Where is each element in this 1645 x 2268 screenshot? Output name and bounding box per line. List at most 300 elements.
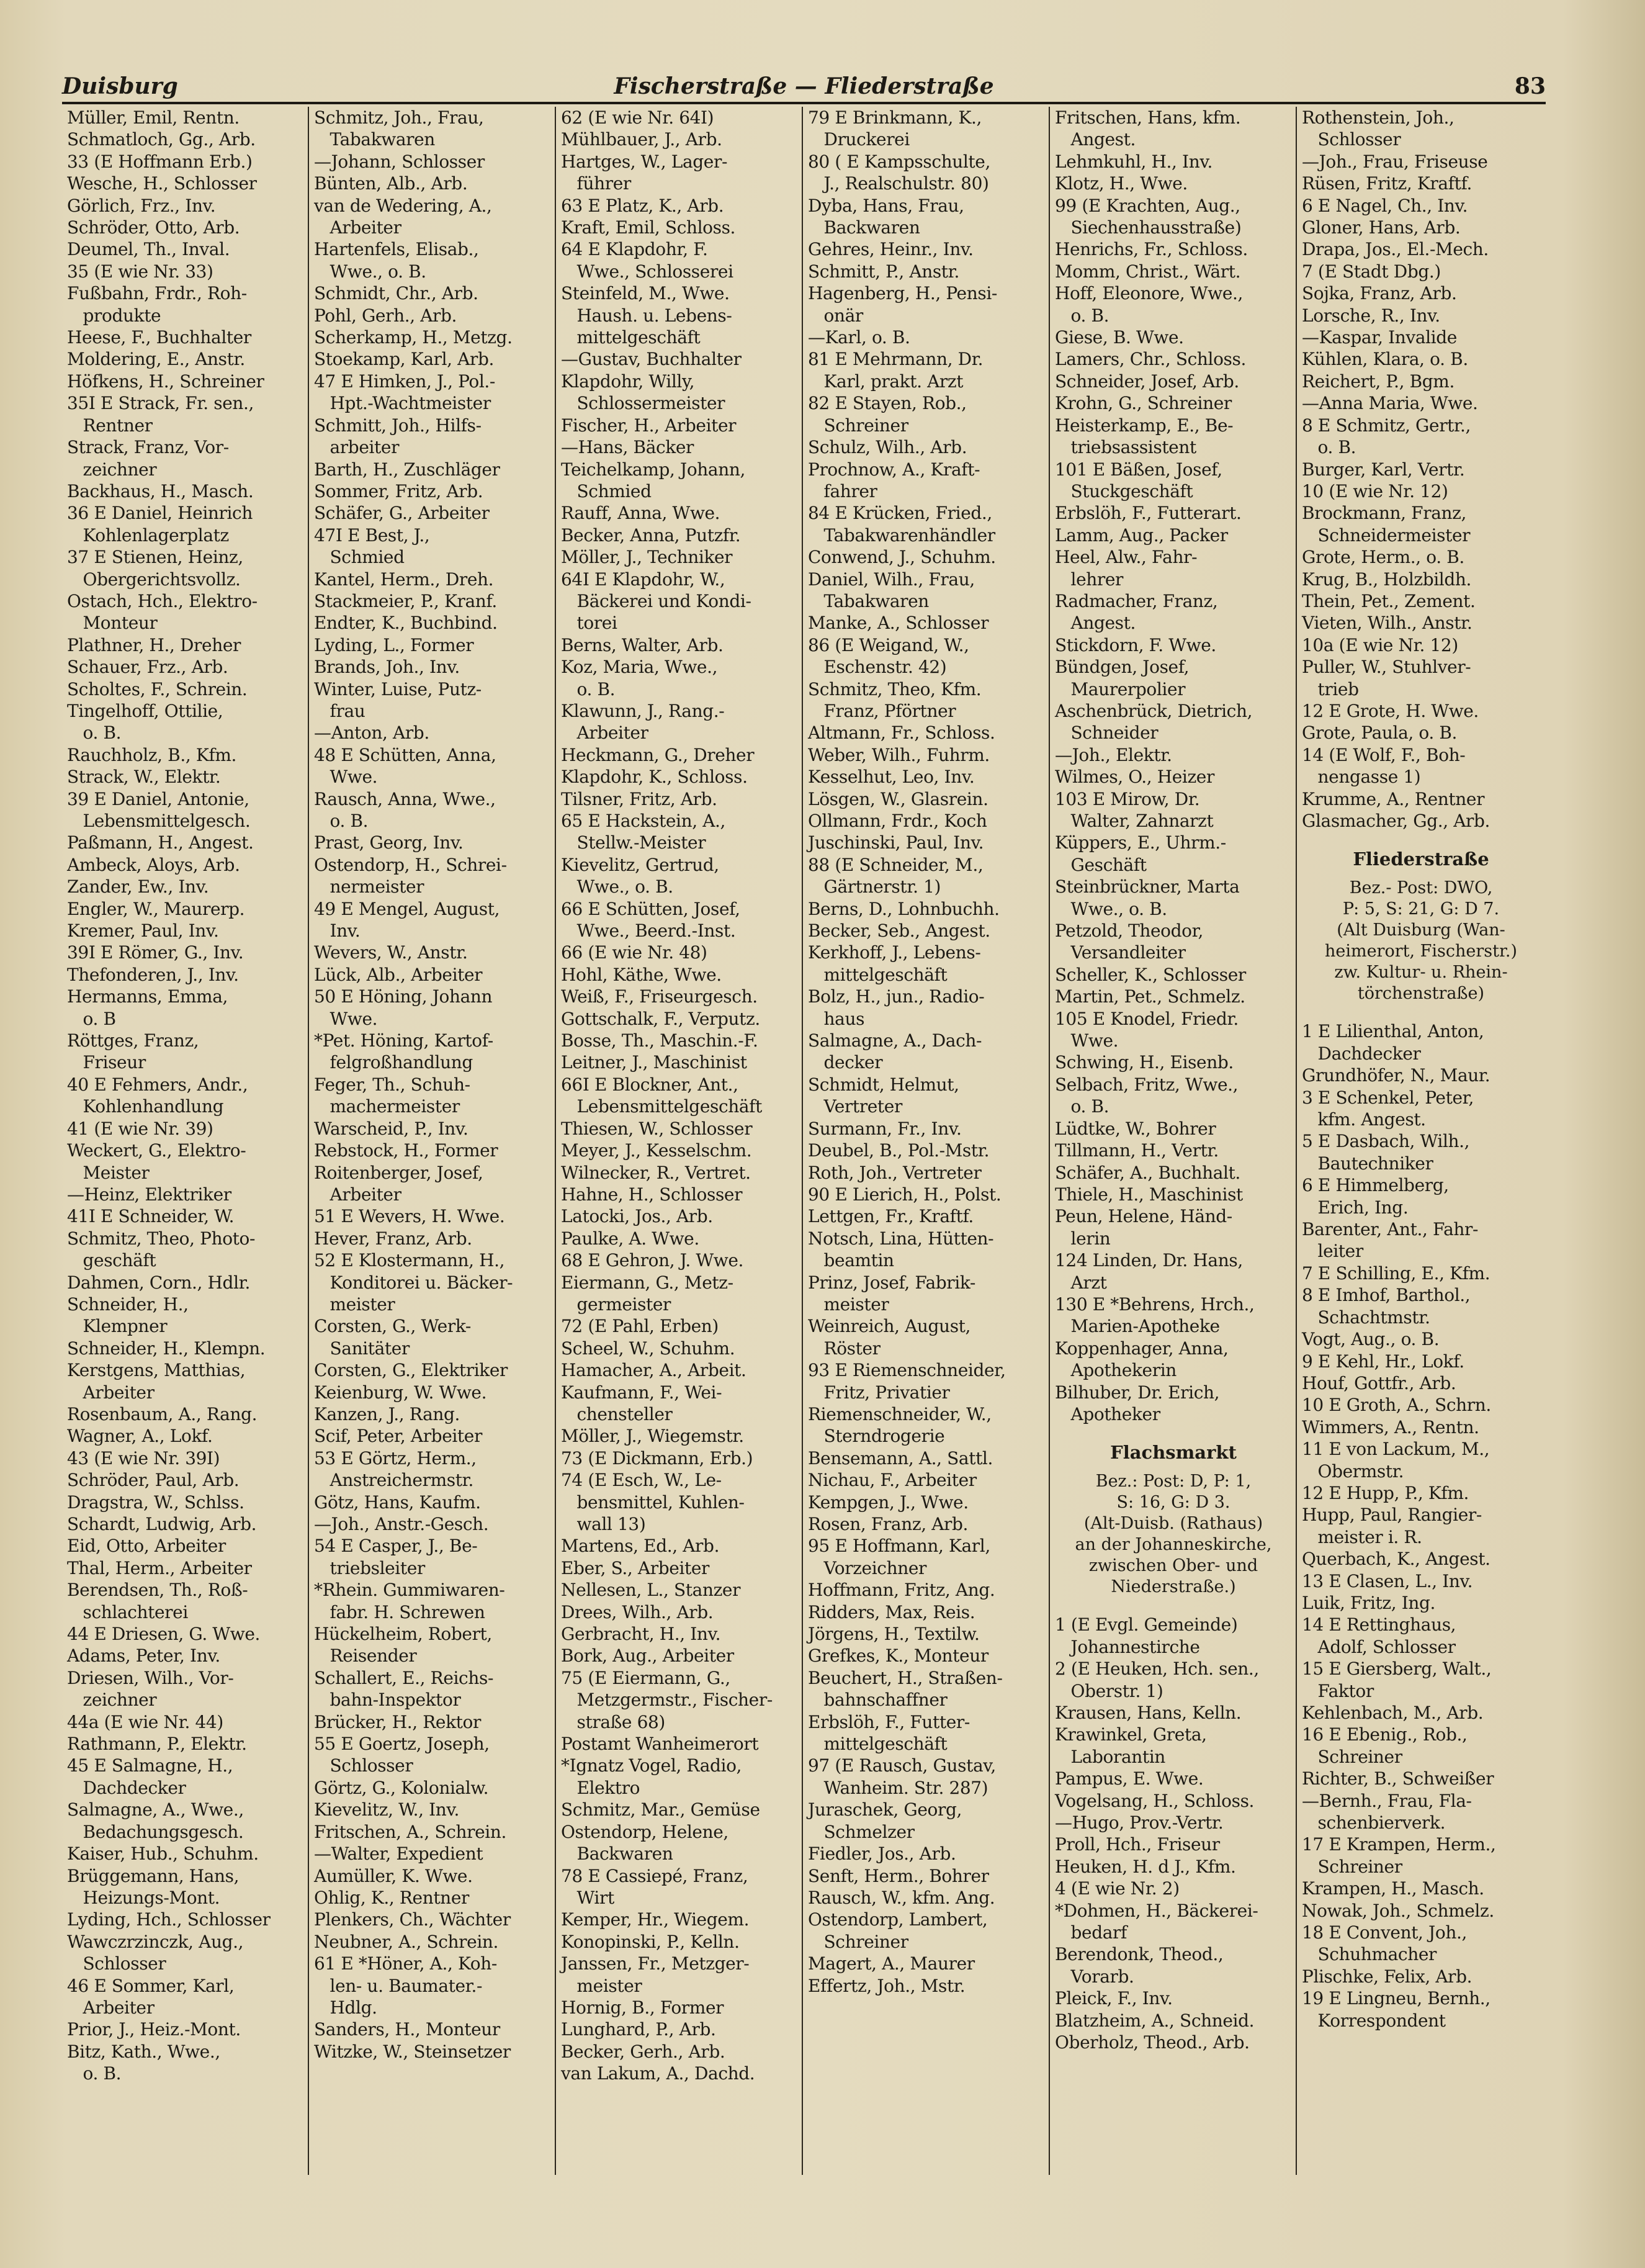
directory-entry: Erich, Ing. — [1302, 1197, 1409, 1218]
directory-entry: Müller, Emil, Rentn. — [67, 107, 240, 128]
directory-entry: Wilnecker, R., Vertret. — [561, 1162, 751, 1183]
directory-entry: Heizungs-Mont. — [67, 1887, 220, 1908]
directory-entry: decker — [808, 1052, 883, 1073]
directory-entry: Rosen, Franz, Arb. — [808, 1514, 969, 1534]
directory-entry: Schallert, E., Reichs- — [314, 1667, 494, 1688]
street-section-title: Fliederstraße — [1353, 848, 1489, 870]
directory-entry: 50 E Höning, Johann — [314, 986, 493, 1007]
directory-entry: Lyding, L., Former — [314, 634, 474, 655]
directory-entry: felgroßhandlung — [314, 1052, 473, 1073]
directory-entry: Endter, K., Buchbind. — [314, 613, 498, 634]
directory-entry: Becker, Gerh., Arb. — [561, 2041, 725, 2062]
page-header — [62, 67, 1546, 104]
directory-entry: Puller, W., Stuhlver- — [1302, 657, 1471, 678]
directory-entry: Thein, Pet., Zement. — [1302, 590, 1476, 611]
directory-entry: Görtz, G., Kolonialw. — [314, 1777, 489, 1798]
directory-entry: Aumüller, K. Wwe. — [314, 1865, 473, 1886]
directory-entry: Backhaus, H., Masch. — [67, 480, 254, 502]
directory-entry: Schlosser — [314, 1755, 413, 1776]
directory-entry: Ohlig, K., Rentner — [314, 1887, 469, 1908]
directory-entry: —Joh., Frau, Friseuse — [1302, 151, 1488, 172]
directory-entry: Bautechniker — [1302, 1153, 1433, 1174]
column-6 — [1297, 107, 1544, 2175]
directory-entry: Wwe., o. B. — [561, 876, 673, 898]
directory-entry: Thiesen, W., Schlosser — [561, 1118, 753, 1139]
directory-entry: Höfkens, H., Schreiner — [67, 371, 264, 392]
directory-entry: 39 E Daniel, Antonie, — [67, 788, 249, 809]
directory-entry: Schmitz, Joh., Frau, — [314, 107, 484, 128]
directory-entry: Klotz, H., Wwe. — [1055, 173, 1188, 194]
directory-entry: *Ignatz Vogel, Radio, — [561, 1755, 742, 1776]
directory-entry: lerin — [1055, 1228, 1111, 1249]
directory-entry: Marien-Apotheke — [1055, 1316, 1220, 1337]
directory-entry: *Dohmen, H., Bäckerei- — [1055, 1900, 1258, 1921]
directory-entry: 36 E Daniel, Heinrich — [67, 503, 253, 524]
directory-entry: Lettgen, Fr., Kraftf. — [808, 1206, 974, 1227]
directory-entry: arbeiter — [314, 437, 400, 458]
directory-entry: Peun, Helene, Händ- — [1055, 1206, 1232, 1227]
directory-entry: 53 E Görtz, Herm., — [314, 1447, 477, 1469]
directory-entry: Surmann, Fr., Inv. — [808, 1118, 962, 1139]
directory-entry: o. B. — [561, 678, 616, 700]
directory-entry: Ostach, Hch., Elektro- — [67, 590, 258, 611]
directory-entry: Gottschalk, F., Verputz. — [561, 1008, 760, 1029]
directory-entry: Görlich, Frz., Inv. — [67, 195, 216, 216]
directory-entry: Meyer, J., Kesselschm. — [561, 1140, 752, 1161]
directory-entry: 51 E Wevers, H. Wwe. — [314, 1206, 505, 1227]
directory-entry: chensteller — [561, 1403, 673, 1424]
directory-entry: bahnschaffner — [808, 1690, 948, 1711]
directory-entry: Hahne, H., Schlosser — [561, 1184, 743, 1205]
directory-entry: Lebensmittelgeschäft — [561, 1096, 762, 1117]
directory-entry: Anstreichermstr. — [314, 1470, 473, 1491]
directory-entry: Vieten, Wilh., Anstr. — [1302, 613, 1472, 634]
directory-entry: 3 E Schenkel, Peter, — [1302, 1087, 1474, 1108]
column-3 — [556, 107, 803, 2175]
directory-entry: 124 Linden, Dr. Hans, — [1055, 1250, 1243, 1271]
directory-entry: Wwe., o. B. — [314, 261, 426, 282]
directory-entry: Wevers, W., Anstr. — [314, 942, 468, 963]
directory-entry: fabr. H. Schrewen — [314, 1601, 485, 1622]
directory-entry: 6 E Nagel, Ch., Inv. — [1302, 195, 1468, 216]
directory-entry: Conwend, J., Schuhm. — [808, 547, 996, 568]
directory-entry: Rüsen, Fritz, Kraftf. — [1302, 173, 1472, 194]
directory-entry: Kerstgens, Matthias, — [67, 1360, 246, 1381]
directory-entry: Scheller, K., Schlosser — [1055, 964, 1246, 985]
directory-entry: 84 E Krücken, Fried., — [808, 503, 992, 524]
directory-entry: Arzt — [1055, 1272, 1107, 1293]
directory-entry: Plathner, H., Dreher — [67, 634, 241, 655]
directory-entry: Barenter, Ant., Fahr- — [1302, 1219, 1479, 1240]
directory-entry: Aschenbrück, Dietrich, — [1055, 700, 1253, 721]
directory-entry: Leitner, J., Maschinist — [561, 1052, 747, 1073]
directory-entry: Bünten, Alb., Arb. — [314, 173, 468, 194]
directory-entry: bedarf — [1055, 1922, 1127, 1943]
directory-entry: Wwe., Schlosserei — [561, 261, 733, 282]
directory-entry: Heel, Alw., Fahr- — [1055, 547, 1198, 568]
directory-entry: nermeister — [314, 876, 424, 898]
directory-entry: *Pet. Höning, Kartof- — [314, 1030, 493, 1051]
directory-entry: —Heinz, Elektriker — [67, 1184, 231, 1205]
directory-entry: Pampus, E. Wwe. — [1055, 1768, 1204, 1789]
column-4 — [803, 107, 1050, 2175]
directory-entry: Schulz, Wilh., Arb. — [808, 437, 967, 458]
directory-entry: Konditorei u. Bäcker- — [314, 1272, 513, 1293]
directory-entry: 73 (E Dickmann, Erb.) — [561, 1447, 753, 1469]
directory-entry: Schmied — [561, 480, 652, 502]
directory-entry: triebsassistent — [1055, 437, 1196, 458]
directory-entry: Pohl, Gerh., Arb. — [314, 305, 457, 326]
directory-entry: Daniel, Wilh., Frau, — [808, 569, 975, 590]
directory-entry: Tillmann, H., Vertr. — [1055, 1140, 1219, 1161]
directory-entry: Kesselhut, Leo, Inv. — [808, 767, 975, 788]
directory-entry: Wwe. — [314, 1008, 378, 1029]
directory-entry: Schuhmacher — [1302, 1944, 1437, 1965]
directory-entry: Lamm, Aug., Packer — [1055, 524, 1228, 546]
directory-entry: len- u. Baumater.- — [314, 1975, 483, 1996]
directory-entry: 48 E Schütten, Anna, — [314, 744, 496, 765]
directory-entry: —Bernh., Frau, Fla- — [1302, 1790, 1472, 1811]
directory-entry: Brockmann, Franz, — [1302, 503, 1466, 524]
directory-entry: 4 (E wie Nr. 2) — [1055, 1878, 1180, 1899]
directory-entry: Krumme, A., Rentner — [1302, 788, 1485, 809]
directory-entry: Klapdohr, K., Schloss. — [561, 767, 748, 788]
directory-entry: Rosenbaum, A., Rang. — [67, 1403, 258, 1424]
directory-entry: Hagenberg, H., Pensi- — [808, 283, 997, 304]
directory-entry: Henrichs, Fr., Schloss. — [1055, 239, 1248, 260]
directory-entry: Magert, A., Maurer — [808, 1953, 975, 1974]
directory-entry: Koz, Maria, Wwe., — [561, 657, 718, 678]
directory-entry: —Karl, o. B. — [808, 327, 910, 348]
directory-entry: —Anton, Arb. — [314, 722, 429, 744]
directory-entry: Siechenhausstraße) — [1055, 217, 1242, 238]
directory-entry: Manke, A., Schlosser — [808, 613, 989, 634]
directory-entry: Salmagne, A., Dach- — [808, 1030, 982, 1051]
directory-entry: Schmitt, Joh., Hilfs- — [314, 415, 482, 436]
directory-entry: Tilsner, Fritz, Arb. — [561, 788, 717, 809]
directory-entry: Wirt — [561, 1887, 614, 1908]
directory-entry: Sanitäter — [314, 1338, 410, 1359]
directory-entry: Senft, Herm., Bohrer — [808, 1865, 989, 1886]
directory-entry: Korrespondent — [1302, 2010, 1446, 2031]
directory-entry: Karl, prakt. Arzt — [808, 371, 964, 392]
directory-entry: 2 (E Heuken, Hch. sen., — [1055, 1658, 1259, 1680]
directory-entry: beamtin — [808, 1250, 894, 1271]
directory-entry: Janssen, Fr., Metzger- — [561, 1953, 750, 1974]
directory-entry: Lüdtke, W., Bohrer — [1055, 1118, 1216, 1139]
directory-entry: 90 E Lierich, H., Polst. — [808, 1184, 1002, 1205]
directory-entry: 72 (E Pahl, Erben) — [561, 1316, 719, 1337]
directory-entry: Eiermann, G., Metz- — [561, 1272, 733, 1293]
directory-entry: Giese, B. Wwe. — [1055, 327, 1184, 348]
directory-entry: führer — [561, 173, 631, 194]
directory-entry: Hartenfels, Elisab., — [314, 239, 479, 260]
directory-entry: Schäfer, G., Arbeiter — [314, 503, 490, 524]
directory-entry: Möller, J., Wiegemstr. — [561, 1426, 744, 1447]
directory-entry: Jörgens, H., Textilw. — [808, 1624, 980, 1645]
street-section-note: Bez.- Post: DWO, P: 5, S: 21, G: D 7. (Alt Duisburg (Wan- heimerort, Fischerstr.) zw. Kultur- u. Rhein- törchenstraße) — [1324, 878, 1518, 1004]
directory-entry: Winter, Luise, Putz- — [314, 678, 482, 700]
directory-entry: Schmelzer — [808, 1821, 915, 1842]
directory-entry: mittelgeschäft — [808, 1734, 948, 1755]
directory-entry: Drees, Wilh., Arb. — [561, 1601, 714, 1622]
entry-columns — [62, 107, 1546, 2175]
directory-entry: —Walter, Expedient — [314, 1843, 483, 1865]
directory-entry: Arbeiter — [314, 217, 401, 238]
directory-entry: 74 (E Esch, W., Le- — [561, 1470, 722, 1491]
directory-entry: Lorsche, R., Inv. — [1302, 305, 1440, 326]
directory-entry: Johannestirche — [1055, 1636, 1200, 1657]
directory-entry: Wwe. — [314, 767, 378, 788]
directory-entry: Backwaren — [561, 1843, 673, 1865]
directory-entry: Bork, Aug., Arbeiter — [561, 1645, 734, 1667]
directory-entry: Juschinski, Paul, Inv. — [808, 832, 984, 853]
directory-entry: haus — [808, 1008, 865, 1029]
directory-entry: Meister — [67, 1162, 150, 1183]
directory-entry: 8 E Schmitz, Gertr., — [1302, 415, 1471, 436]
directory-entry: 9 E Kehl, Hr., Lokf. — [1302, 1351, 1464, 1372]
directory-entry: nengasse 1) — [1302, 767, 1421, 788]
directory-entry: Schneider — [1055, 722, 1159, 744]
directory-entry: Franz, Pförtner — [808, 700, 956, 721]
directory-entry: Heckmann, G., Dreher — [561, 744, 755, 765]
directory-entry: Ridders, Max, Reis. — [808, 1601, 975, 1622]
directory-entry: —Joh., Elektr. — [1055, 744, 1172, 765]
directory-entry: Driesen, Wilh., Vor- — [67, 1667, 234, 1688]
directory-entry: 41 (E wie Nr. 39) — [67, 1118, 213, 1139]
directory-entry: Lehmkuhl, H., Inv. — [1055, 151, 1212, 172]
directory-entry: Arbeiter — [561, 722, 648, 744]
directory-entry: Riemenschneider, W., — [808, 1403, 992, 1424]
directory-entry: o. B. — [314, 811, 369, 831]
directory-entry: 105 E Knodel, Friedr. — [1055, 1008, 1239, 1029]
directory-entry: Vogt, Aug., o. B. — [1302, 1329, 1440, 1350]
directory-entry: Hamacher, A., Arbeit. — [561, 1360, 746, 1381]
directory-entry: Gerbracht, H., Inv. — [561, 1624, 721, 1645]
directory-entry: Becker, Seb., Angest. — [808, 920, 990, 942]
directory-entry: Wwe. — [1055, 1030, 1119, 1051]
directory-entry: 78 E Cassiepé, Franz, — [561, 1865, 748, 1886]
directory-entry: Plischke, Felix, Arb. — [1302, 1966, 1472, 1987]
directory-entry: Bündgen, Josef, — [1055, 657, 1190, 678]
directory-entry: Schäfer, A., Buchhalt. — [1055, 1162, 1240, 1183]
directory-entry: Becker, Anna, Putzfr. — [561, 524, 741, 546]
directory-entry: Wimmers, A., Rentn. — [1302, 1416, 1479, 1438]
directory-entry: Schlossermeister — [561, 393, 725, 414]
directory-entry: 66I E Blockner, Ant., — [561, 1074, 738, 1095]
directory-entry: fahrer — [808, 480, 877, 502]
directory-entry: produkte — [67, 305, 161, 326]
directory-entry: Götz, Hans, Kaufm. — [314, 1492, 481, 1513]
directory-entry: Bitz, Kath., Wwe., — [67, 2041, 220, 2062]
directory-entry: Schreiner — [1302, 1856, 1402, 1877]
directory-entry: 99 (E Krachten, Aug., — [1055, 195, 1240, 216]
directory-entry: Lyding, Hch., Schlosser — [67, 1909, 271, 1930]
directory-entry: Gloner, Hans, Arb. — [1302, 217, 1461, 238]
directory-entry: meister — [314, 1294, 395, 1315]
directory-entry: Versandleiter — [1055, 942, 1186, 963]
directory-entry: Notsch, Lina, Hütten- — [808, 1228, 994, 1249]
directory-entry: Tabakwarenhändler — [808, 524, 995, 546]
directory-entry: Brücker, H., Rektor — [314, 1711, 481, 1732]
directory-entry: Schmitt, P., Anstr. — [808, 261, 960, 282]
directory-entry: Scif, Peter, Arbeiter — [314, 1426, 482, 1447]
directory-entry: Fiedler, Jos., Arb. — [808, 1843, 956, 1865]
directory-entry: Rauff, Anna, Wwe. — [561, 503, 720, 524]
directory-entry: Keienburg, W. Wwe. — [314, 1382, 487, 1403]
directory-entry: Oberstr. 1) — [1055, 1680, 1163, 1701]
directory-entry: trieb — [1302, 678, 1359, 700]
directory-entry: Adams, Peter, Inv. — [67, 1645, 220, 1667]
directory-entry: Berns, D., Lohnbuchh. — [808, 898, 1000, 919]
directory-entry: Grote, Paula, o. B. — [1302, 722, 1458, 744]
directory-entry: Grundhöfer, N., Maur. — [1302, 1065, 1490, 1086]
directory-entry: Walter, Zahnarzt — [1055, 811, 1214, 831]
directory-entry: Stickdorn, F. Wwe. — [1055, 634, 1216, 655]
directory-entry: Hdlg. — [314, 1997, 377, 2018]
directory-entry: bahn-Inspektor — [314, 1690, 461, 1711]
directory-entry: Dachdecker — [1302, 1043, 1421, 1064]
directory-entry: Rebstock, H., Former — [314, 1140, 498, 1161]
directory-entry: germeister — [561, 1294, 671, 1315]
directory-entry: Haush. u. Lebens- — [561, 305, 732, 326]
directory-entry: frau — [314, 700, 365, 721]
directory-entry: Kanzen, J., Rang. — [314, 1403, 460, 1424]
directory-entry: Weinreich, August, — [808, 1316, 971, 1337]
directory-entry: —Joh., Anstr.-Gesch. — [314, 1514, 489, 1534]
directory-entry: Querbach, K., Angest. — [1302, 1549, 1490, 1570]
directory-entry: 19 E Lingneu, Bernh., — [1302, 1988, 1490, 2009]
directory-entry: Wwe., Beerd.-Inst. — [561, 920, 736, 942]
directory-entry: Angest. — [1055, 129, 1136, 150]
directory-entry: Prior, J., Heiz.-Mont. — [67, 2019, 241, 2040]
directory-entry: Inv. — [314, 920, 361, 942]
directory-entry: 97 (E Rausch, Gustav, — [808, 1755, 996, 1776]
directory-entry: Erbslöh, F., Futter- — [808, 1711, 970, 1732]
directory-entry: Schardt, Ludwig, Arb. — [67, 1514, 257, 1534]
street-section-title: Flachsmarkt — [1110, 1442, 1237, 1464]
directory-entry: Petzold, Theodor, — [1055, 920, 1204, 942]
street-section-note: Bez.: Post: D, P: 1, S: 16, G: D 3. (Alt-Duisb. (Rathaus) an der Johanneskirche, zwischen Ober- und Niederstraße.) — [1075, 1472, 1272, 1597]
directory-entry: straße 68) — [561, 1711, 665, 1732]
section-spacer — [1055, 1598, 1292, 1614]
directory-entry: o. B. — [67, 2063, 122, 2084]
directory-entry: Mühlbauer, J., Arb. — [561, 129, 722, 150]
directory-entry: 8 E Imhof, Barthol., — [1302, 1285, 1471, 1306]
directory-entry: 45 E Salmagne, H., — [67, 1755, 233, 1776]
directory-entry: Elektro — [561, 1777, 640, 1798]
directory-entry: 64I E Klapdohr, W., — [561, 569, 725, 590]
directory-entry: Gehres, Heinr., Inv. — [808, 239, 974, 260]
directory-entry: o. B. — [67, 722, 122, 744]
directory-entry: Schmidt, Chr., Arb. — [314, 283, 478, 304]
directory-entry: 65 E Hackstein, A., — [561, 811, 726, 831]
directory-entry: Maurerpolier — [1055, 678, 1186, 700]
directory-entry: Kerkhoff, J., Lebens- — [808, 942, 981, 963]
directory-entry: Metzgermstr., Fischer- — [561, 1690, 773, 1711]
street-range-title: Fischerstraße — Fliederstraße — [614, 73, 994, 99]
directory-entry: Dachdecker — [67, 1777, 186, 1798]
directory-entry: Hartges, W., Lager- — [561, 151, 728, 172]
directory-entry: 1 E Lilienthal, Anton, — [1302, 1021, 1484, 1042]
directory-entry: Bäckerei und Kondi- — [561, 590, 751, 611]
directory-entry: 54 E Casper, J., Be- — [314, 1536, 478, 1557]
directory-entry: Blatzheim, A., Schneid. — [1055, 2010, 1255, 2031]
directory-entry: Sanders, H., Monteur — [314, 2019, 500, 2040]
directory-entry: Luik, Fritz, Ing. — [1302, 1592, 1436, 1613]
directory-entry: 7 E Schilling, E., Kfm. — [1302, 1262, 1490, 1284]
directory-entry: Obergerichtsvollz. — [67, 569, 241, 590]
directory-entry: Eid, Otto, Arbeiter — [67, 1536, 226, 1557]
directory-entry: Altmann, Fr., Schloss. — [808, 722, 995, 744]
directory-entry: Obermstr. — [1302, 1460, 1404, 1482]
directory-entry: Scholtes, F., Schrein. — [67, 678, 248, 700]
directory-entry: Schneidermeister — [1302, 524, 1471, 546]
directory-entry: Strack, Franz, Vor- — [67, 437, 229, 458]
directory-entry: 66 E Schütten, Josef, — [561, 898, 740, 919]
directory-entry: Vogelsang, H., Schloss. — [1055, 1790, 1255, 1811]
directory-entry: Brands, Joh., Inv. — [314, 657, 460, 678]
directory-entry: Nowak, Joh., Schmelz. — [1302, 1900, 1494, 1921]
directory-entry: Strack, W., Elektr. — [67, 767, 221, 788]
directory-entry: Krug, B., Holzbildh. — [1302, 569, 1472, 590]
directory-entry: lehrer — [1055, 569, 1124, 590]
directory-entry: Stuckgeschäft — [1055, 480, 1193, 502]
page-number: 83 — [1514, 73, 1546, 99]
directory-entry: Erbslöh, F., Futterart. — [1055, 503, 1242, 524]
directory-entry: Möller, J., Techniker — [561, 547, 733, 568]
directory-entry: Eschenstr. 42) — [808, 657, 947, 678]
directory-entry: 101 E Bäßen, Josef, — [1055, 459, 1222, 480]
directory-entry: Kremer, Paul, Inv. — [67, 920, 219, 942]
directory-entry: Wesche, H., Schlosser — [67, 173, 257, 194]
directory-entry: Wawczrzinczk, Aug., — [67, 1931, 244, 1952]
directory-entry: Schneider, H., Klempn. — [67, 1338, 266, 1359]
directory-entry: Effertz, Joh., Mstr. — [808, 1975, 966, 1996]
directory-entry: Gärtnerstr. 1) — [808, 876, 941, 898]
directory-entry: 15 E Giersberg, Walt., — [1302, 1658, 1492, 1680]
directory-entry: 79 E Brinkmann, K., — [808, 107, 982, 128]
directory-entry: Roitenberger, Josef, — [314, 1162, 483, 1183]
directory-entry: Schlosser — [67, 1953, 166, 1974]
directory-entry: Klawunn, J., Rang.- — [561, 700, 725, 721]
directory-entry: 14 (E Wolf, F., Boh- — [1302, 744, 1466, 765]
directory-entry: meister i. R. — [1302, 1526, 1422, 1547]
directory-entry: Ostendorp, Helene, — [561, 1821, 728, 1842]
directory-entry: Monteur — [67, 613, 158, 634]
directory-entry: Kemper, Hr., Wiegem. — [561, 1909, 750, 1930]
directory-entry: Schmidt, Helmut, — [808, 1074, 959, 1095]
directory-entry: schlachterei — [67, 1601, 188, 1622]
directory-entry: Stoekamp, Karl, Arb. — [314, 349, 494, 370]
directory-entry: Friseur — [67, 1052, 146, 1073]
directory-entry: 33 (E Hoffmann Erb.) — [67, 151, 253, 172]
directory-entry: Kantel, Herm., Dreh. — [314, 569, 494, 590]
directory-entry: 12 E Hupp, P., Kfm. — [1302, 1482, 1469, 1503]
directory-entry: 14 E Rettinghaus, — [1302, 1614, 1456, 1636]
directory-entry: Kraft, Emil, Schloss. — [561, 217, 736, 238]
directory-entry: Dyba, Hans, Frau, — [808, 195, 964, 216]
directory-entry: 82 E Stayen, Rob., — [808, 393, 967, 414]
directory-entry: Schmitz, Mar., Gemüse — [561, 1799, 760, 1820]
directory-entry: 1 (E Evgl. Gemeinde) — [1055, 1614, 1238, 1636]
directory-entry: Reisender — [314, 1645, 417, 1667]
directory-entry: zeichner — [67, 1690, 157, 1711]
directory-entry: Houf, Gottfr., Arb. — [1302, 1372, 1456, 1393]
directory-entry: Hoff, Eleonore, Wwe., — [1055, 283, 1243, 304]
directory-entry: leiter — [1302, 1241, 1363, 1262]
directory-entry: Wanheim. Str. 287) — [808, 1777, 988, 1798]
